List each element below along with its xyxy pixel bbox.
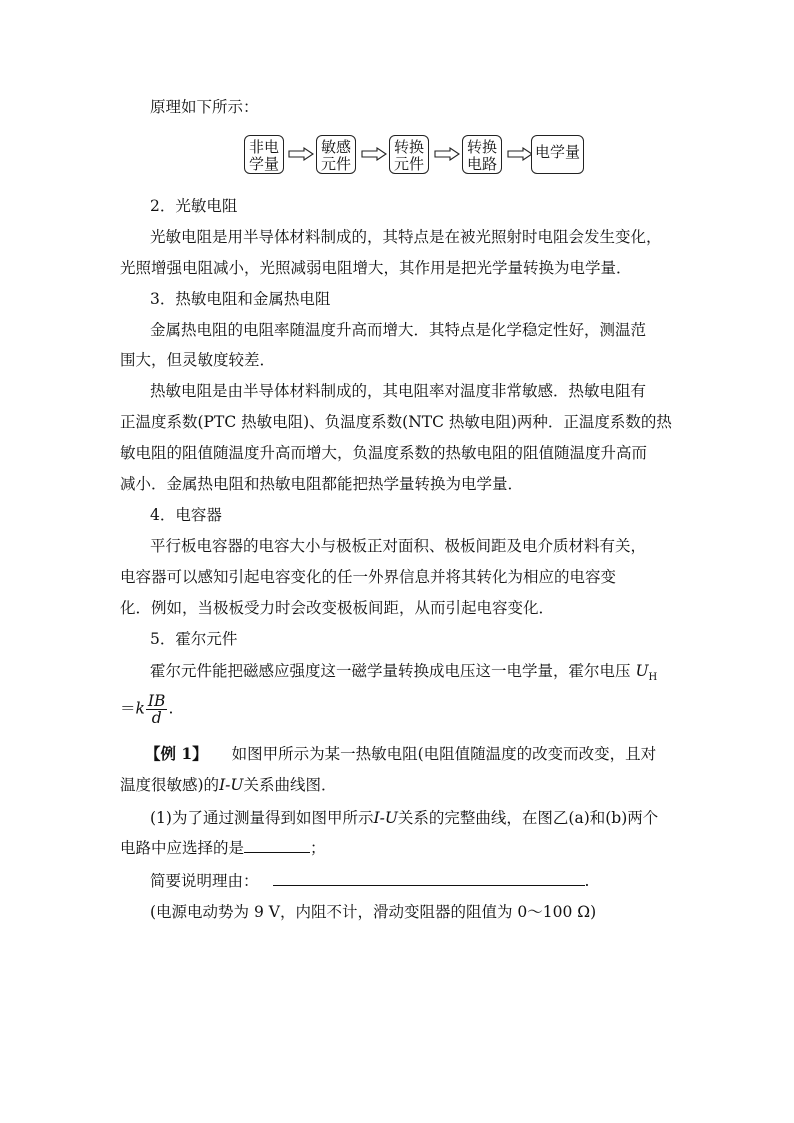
paragraph-line: 金属热电阻的电阻率随温度升高而增大．其特点是化学稳定性好，测温范: [150, 321, 647, 339]
note-line: (电源电动势为 9 V，内阻不计，滑动变阻器的阻值为 0～100 Ω): [150, 903, 597, 921]
section-heading: 2．光敏电阻: [150, 197, 238, 215]
paragraph-text: ；: [310, 839, 326, 857]
flow-box-label: 转换: [393, 138, 424, 156]
paragraph-line: 敏电阻的阻值随温度升高而增大，负温度系数的热敏电阻的阻值随温度升高而: [120, 444, 648, 462]
iu-symbol: I-U: [373, 809, 398, 827]
paragraph-line: 电容器可以感知引起电容变化的任一外界信息并将其转化为相应的电容变: [120, 568, 617, 586]
paragraph-text: 电路中应选择的是: [120, 839, 245, 857]
paragraph-line: [150, 661, 657, 688]
arrow-right-icon: [361, 147, 387, 161]
example-tag: 【例 1】: [145, 744, 208, 763]
paragraph-text: 霍尔元件能把磁感应强度这一磁学量转换成电压这一电学量，霍尔电压: [150, 662, 631, 680]
section-heading: 4．电容器: [150, 506, 222, 524]
section-heading: 5．霍尔元件: [150, 630, 238, 648]
subscript-h: H: [648, 672, 658, 684]
arrow-right-icon: [507, 147, 533, 161]
flow-box-sensor: [316, 135, 356, 174]
question-line: [120, 838, 326, 858]
paragraph-text: 如图甲所示为某一热敏电阻(电阻值随温度的改变而改变，且对: [231, 745, 657, 763]
paragraph-line: 光敏电阻是用半导体材料制成的，其特点是在被光照射时电阻会发生变化，: [150, 228, 662, 246]
paragraph-line: 围大，但灵敏度较差．: [120, 351, 276, 369]
paragraph-text: 温度很敏感)的: [120, 776, 220, 794]
flow-box-label: 电路: [466, 155, 497, 173]
flow-box-label: 敏感: [320, 138, 351, 156]
paragraph-line: 平行板电容器的电容大小与极板正对面积、极板间距及电介质材料有关，: [150, 537, 647, 555]
reason-line: [150, 871, 589, 891]
paragraph-line: 化．例如，当极板受力时会改变极板间距，从而引起电容变化．: [120, 599, 555, 617]
fraction-denominator: d: [151, 709, 162, 727]
flow-box-label: 非电: [248, 138, 279, 156]
symbol-k: k: [135, 699, 145, 718]
paragraph-text: 关系的完整曲线，在图乙(a)和(b)两个: [397, 809, 659, 827]
example-line: [120, 775, 337, 795]
flow-box-circuit: [462, 135, 502, 174]
answer-blank[interactable]: [244, 838, 310, 853]
paragraph-line: 光照增强电阻减小，光照减弱电阻增大，其作用是把光学量转换为电学量．: [120, 259, 632, 277]
flow-box-label: 学量: [248, 155, 279, 173]
paragraph-text: (1)为了通过测量得到如图甲所示: [150, 809, 374, 827]
paragraph-line: 热敏电阻是由半导体材料制成的，其电阻率对温度非常敏感．热敏电阻有: [150, 382, 647, 400]
reason-blank[interactable]: [273, 871, 585, 886]
question-line: [150, 808, 658, 828]
arrow-right-icon: [434, 147, 460, 161]
flow-box-label: 电学量: [534, 143, 580, 161]
period: .: [584, 872, 590, 890]
paragraph-text: 关系曲线图．: [243, 776, 337, 794]
fraction-numerator: IB: [147, 692, 166, 710]
fraction-ib-over-d: [146, 693, 168, 726]
intro-text: 原理如下所示：: [150, 98, 259, 116]
flow-box-label: 元件: [393, 155, 424, 173]
flow-box-non-electric: [244, 135, 284, 174]
flow-box-converter: [389, 135, 429, 174]
flow-box-label: 转换: [466, 138, 497, 156]
equals-sign: ＝: [120, 699, 136, 718]
section-heading: 3．热敏电阻和金属热电阻: [150, 290, 331, 308]
iu-symbol: I-U: [219, 776, 244, 794]
arrow-right-icon: [288, 147, 314, 161]
example-line: [145, 744, 656, 764]
period: .: [168, 699, 174, 718]
hall-voltage-formula: [120, 693, 173, 726]
flow-box-label: 元件: [320, 155, 351, 173]
paragraph-line: 减小．金属热电阻和热敏电阻都能把热学量转换为电学量．: [120, 475, 524, 493]
flow-box-electric-quantity: [531, 135, 584, 174]
paragraph-line: 正温度系数(PTC 热敏电阻)、负温度系数(NTC 热敏电阻)两种．正温度系数的热: [120, 413, 672, 431]
paragraph-text: 简要说明理由：: [150, 872, 259, 890]
symbol-u: U: [635, 662, 649, 680]
